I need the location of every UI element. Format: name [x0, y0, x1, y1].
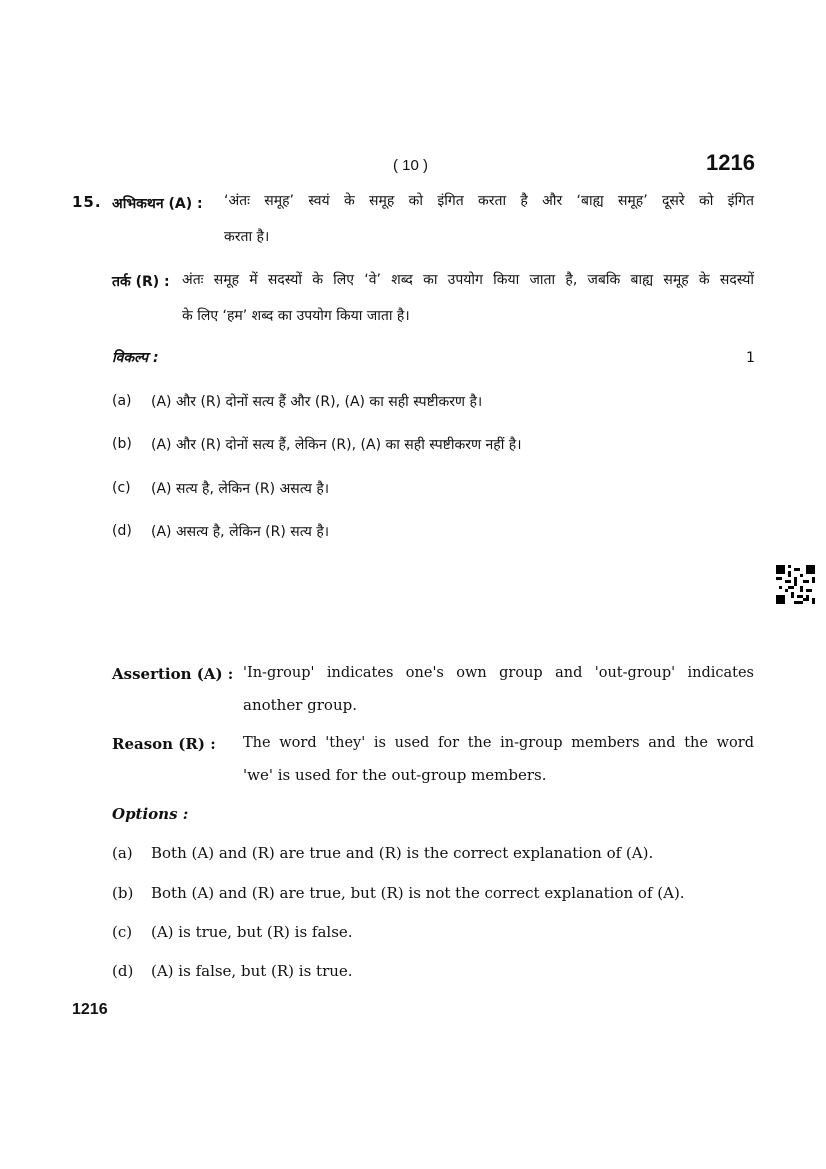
hindi-option-letter: (b): [112, 436, 132, 452]
english-option-text: (A) is false, but (R) is true.: [151, 962, 353, 980]
hindi-option-text: (A) सत्य है, लेकिन (R) असत्य है।: [151, 481, 330, 497]
hindi-option-letter: (a): [112, 393, 132, 409]
hindi-assertion-label: अभिकथन (A) :: [112, 196, 203, 212]
hindi-option-letter: (d): [112, 523, 132, 539]
english-assertion-line2: another group.: [243, 696, 357, 714]
hindi-reason-label: तर्क (R) :: [112, 274, 170, 290]
hindi-reason-line2: के लिए ‘हम’ शब्द का उपयोग किया जाता है।: [182, 308, 410, 324]
english-option-letter: (b): [112, 884, 134, 902]
english-assertion-label: Assertion (A) :: [112, 665, 234, 683]
hindi-option-text: (A) और (R) दोनों सत्य हैं और (R), (A) का सही स्पष्टीकरण है।: [151, 394, 483, 410]
english-option-text: Both (A) and (R) are true and (R) is the correct explanation of (A).: [151, 844, 654, 862]
hindi-reason-line1: अंतः समूह में सदस्यों के लिए ‘वे’ शब्द का उपयोग किया जाता है, जबकि बाह्य समूह के सदस्यों: [182, 272, 754, 288]
english-reason-line1: The word 'they' is used for the in-group members and the word: [243, 735, 754, 751]
english-reason-line2: 'we' is used for the out-group members.: [243, 766, 547, 784]
english-option-text: Both (A) and (R) are true, but (R) is not the correct explanation of (A).: [151, 884, 685, 902]
english-option-letter: (d): [112, 962, 134, 980]
english-option-text: (A) is true, but (R) is false.: [151, 923, 353, 941]
page-number: ( 10 ): [393, 157, 429, 174]
english-reason-label: Reason (R) :: [112, 735, 216, 753]
marks: 1: [746, 350, 755, 366]
hindi-option-text: (A) असत्य है, लेकिन (R) सत्य है।: [151, 524, 330, 540]
qr-code-icon: [776, 565, 815, 604]
english-option-letter: (c): [112, 923, 133, 941]
hindi-assertion-line2: करता है।: [224, 229, 270, 245]
english-options-label: Options :: [112, 805, 189, 823]
paper-code-header: 1216: [706, 150, 755, 175]
hindi-option-letter: (c): [112, 480, 131, 496]
hindi-assertion-line1: ‘अंतः समूह’ स्वयं के समूह को इंगित करता है और ‘बाह्य समूह’ दूसरे को इंगित: [224, 193, 754, 209]
paper-code-footer: 1216: [72, 1001, 108, 1018]
hindi-options-label: विकल्प :: [112, 350, 159, 366]
hindi-option-text: (A) और (R) दोनों सत्य हैं, लेकिन (R), (A) का सही स्पष्टीकरण नहीं है।: [151, 437, 522, 453]
english-option-letter: (a): [112, 844, 133, 862]
english-assertion-line1: 'In-group' indicates one's own group and 'out-group' indicates: [243, 665, 754, 681]
question-number: 15.: [72, 193, 102, 211]
